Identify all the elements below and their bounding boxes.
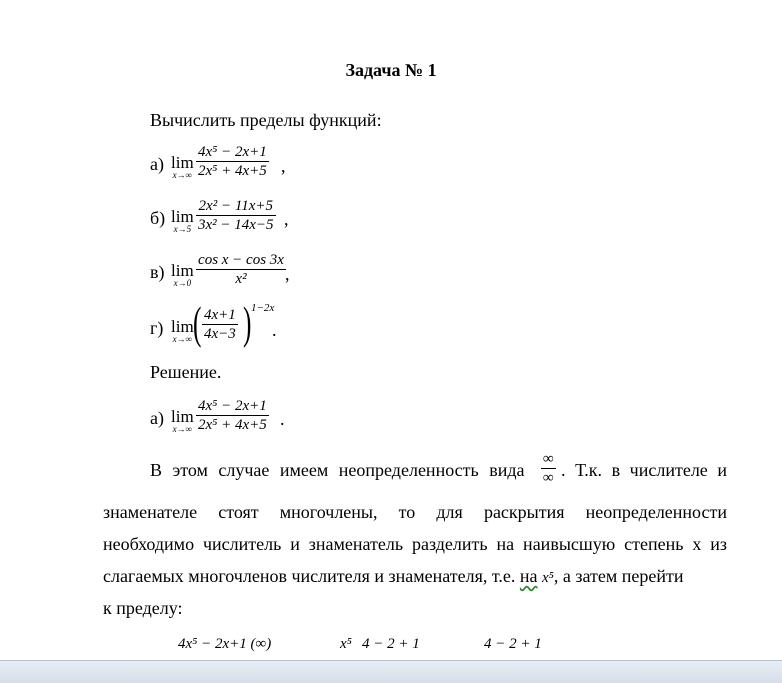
fraction: $\frac{\text{2x² − 11x+5}}{\text{3x² − 14x−5}}$: [198, 198, 274, 233]
partial-formula-mid: 4 − 2 + 1: [362, 636, 420, 652]
punctuation: ,: [284, 209, 289, 229]
page-title: Задача № 1: [345, 60, 437, 80]
punctuation: ,: [281, 156, 286, 176]
fraction: $\frac{4x+1}{4x-3}$: [204, 307, 236, 342]
indeterminate-form: ∞ ∞: [543, 451, 554, 486]
problem-label: в): [150, 262, 165, 282]
spellcheck-word[interactable]: на: [519, 566, 538, 586]
punctuation: ,: [285, 264, 290, 284]
intro-text: Вычислить пределы функций:: [150, 110, 382, 130]
paragraph-line-3: необходимо числитель и знаменатель разделить на наивысшую степень х из: [103, 534, 727, 554]
punctuation: .: [280, 409, 285, 429]
punctuation: .: [272, 320, 277, 340]
paragraph-line-5: к пределу:: [103, 598, 183, 618]
left-paren: (: [193, 297, 202, 348]
problem-label: а): [150, 408, 164, 428]
problem-label: а): [150, 154, 164, 174]
paragraph-line-4: слагаемых многочленов числителя и знаменателя, т.е. на x⁵, а затем перейти: [103, 566, 684, 586]
limit-operator: lim x→0: [171, 261, 194, 288]
paragraph-line-1-end: . Т.к. в числителе и: [561, 460, 727, 480]
fraction: $\frac{\text{cos x − cos 3x}}{\text{x²}}$: [196, 251, 286, 288]
paragraph-line-2: знаменателе стоят многочлены, то для раскрытия неопределенности: [103, 502, 727, 522]
window-bottom-bar: [0, 660, 782, 683]
paragraph-line-1: В этом случае имеем неопределенность вида: [150, 460, 525, 480]
fraction: $\frac{\text{4x⁵ − 2x+1}}{\text{2x⁵ + 4x+5}}$: [198, 398, 267, 433]
problem-label: б): [150, 208, 166, 228]
partial-formula-left: 4x⁵ − 2x+1 (∞): [178, 636, 272, 652]
solution-heading: Решение.: [150, 362, 222, 382]
partial-formula-right: 4 − 2 + 1: [484, 636, 542, 652]
right-paren: ): [243, 297, 252, 348]
limit-operator: lim x→∞: [171, 317, 194, 344]
fraction: $\frac{\text{4x⁵ − 2x+1}}{\text{2x⁵ + 4x+5}}$: [198, 144, 267, 179]
problem-label: г): [150, 318, 164, 338]
limit-operator: lim x→∞: [171, 153, 194, 180]
exponent: 1−2x: [251, 302, 275, 314]
limit-operator: lim x→5: [171, 207, 194, 234]
partial-formula-x5: x⁵: [340, 636, 352, 652]
limit-operator: lim x→∞: [171, 407, 194, 434]
